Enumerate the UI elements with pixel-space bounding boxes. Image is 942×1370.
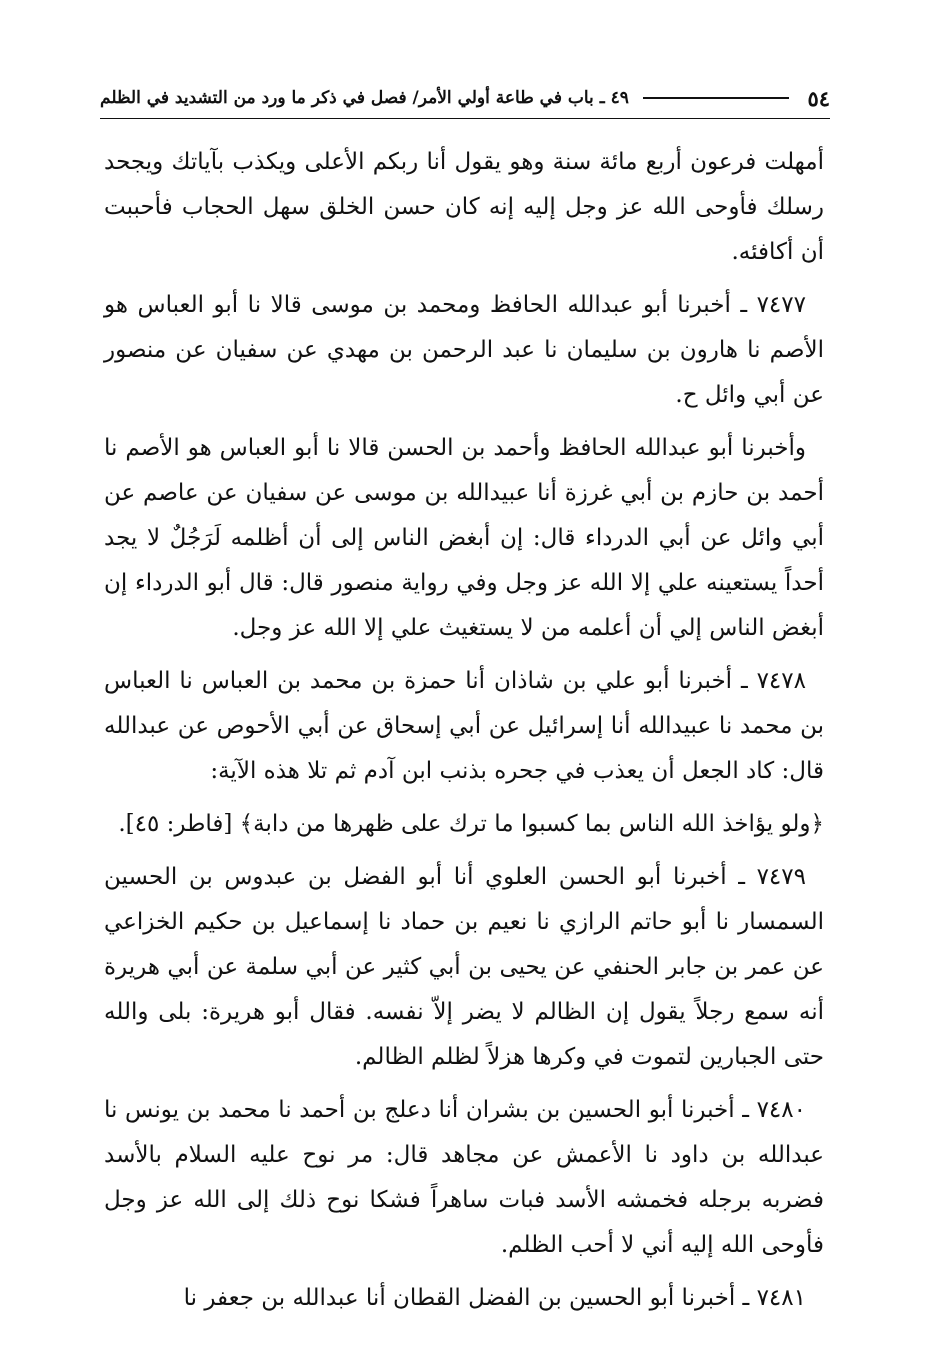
paragraph-text: ـ أخبرنا أبو علي بن شاذان أنا حمزة بن محمد بن العباس نا العباس بن محمد نا عبيدالله أنا إسرائيل عن أبي إسحاق عن أبي الأحوص عن عبدالله قال: كاد الجعل أن يعذب في جحره بذنب ابن آدم ثم تلا هذه الآية: — [104, 668, 824, 784]
hadith-number: ٧٤٨١ — [756, 1285, 806, 1311]
page-number: ٥٤ — [807, 85, 830, 111]
paragraph — [104, 140, 824, 275]
paragraph-text: وأخبرنا أبو عبدالله الحافظ وأحمد بن الحسن قالا نا أبو العباس هو الأصم نا أحمد بن حازم بن أبي غرزة أنا عبيدالله بن موسى عن سفيان عن عاصم عن أبي وائل عن أبي الدرداء قال: إن أبغض الناس إلى أن أظلمه لَرَجُلٌ لا يجد أحداً يستعينه علي إلا الله عز وجل وفي رواية منصور قال: قال أبو الدرداء إن أبغض الناس إلي أن أعلمه من لا يستغيث علي إلا الله عز وجل. — [104, 435, 824, 641]
paragraph — [104, 283, 824, 418]
running-title: ٤٩ ـ باب في طاعة أولي الأمر/ فصل في ذكر ما ورد من التشديد في الظلم — [100, 88, 629, 108]
paragraph — [104, 426, 824, 651]
hadith-number: ٧٤٧٧ — [756, 292, 806, 318]
paragraph — [104, 1276, 824, 1321]
paragraph-text: ـ أخبرنا أبو الحسن العلوي أنا أبو الفضل بن عبدوس بن الحسين السمسار نا أبو حاتم الرازي نا نعيم بن حماد نا إسماعيل بن حكيم الخزاعي عن عمر بن جابر الحنفي عن يحيى بن أبي كثير عن أبي سلمة عن أبي هريرة أنه سمع رجلاً يقول إن الظالم لا يضر إلاّ نفسه. فقال أبو هريرة: بلى والله حتى الجبارين لتموت في وكرها هزلاً لظلم الظالم. — [104, 864, 825, 1070]
paragraph-text: أمهلت فرعون أربع مائة سنة وهو يقول أنا ربكم الأعلى ويكذب بآياتك ويجحد رسلك فأوحى الله عز وجل إليه إنه كان حسن الخلق سهل الحجاب فأحببت أن أكافئه. — [104, 149, 824, 265]
quran-verse — [104, 802, 824, 847]
page-header — [100, 80, 830, 116]
header-rule — [643, 97, 790, 99]
hadith-number: ٧٤٨٠ — [756, 1097, 806, 1123]
paragraph-text: ﴿ولو يؤاخذ الله الناس بما كسبوا ما ترك على ظهرها من دابة﴾ [فاطر: ٤٥]. — [118, 811, 824, 837]
page-body — [104, 140, 824, 1329]
paragraph — [104, 855, 824, 1080]
header-divider — [100, 118, 830, 119]
hadith-number: ٧٤٧٨ — [756, 668, 806, 694]
hadith-number: ٧٤٧٩ — [756, 864, 806, 890]
paragraph — [104, 1088, 824, 1268]
paragraph-text: ـ أخبرنا أبو عبدالله الحافظ ومحمد بن موسى قالا نا أبو العباس هو الأصم نا هارون بن سليمان نا عبد الرحمن بن مهدي عن سفيان عن منصور عن أبي وائل ح. — [104, 292, 824, 408]
paragraph-text: ـ أخبرنا أبو الحسين بن الفضل القطان أنا عبدالله بن جعفر نا — [183, 1285, 750, 1311]
paragraph-text: ـ أخبرنا أبو الحسين بن بشران أنا دعلج بن أحمد نا محمد بن يونس نا عبدالله بن داود نا الأعمش عن مجاهد قال: مر نوح عليه السلام بالأسد فضربه برجله فخمشه الأسد فبات ساهراً فشكا نوح ذلك إلى الله عز وجل فأوحى الله إليه أني لا أحب الظلم. — [104, 1097, 824, 1258]
paragraph — [104, 659, 824, 794]
